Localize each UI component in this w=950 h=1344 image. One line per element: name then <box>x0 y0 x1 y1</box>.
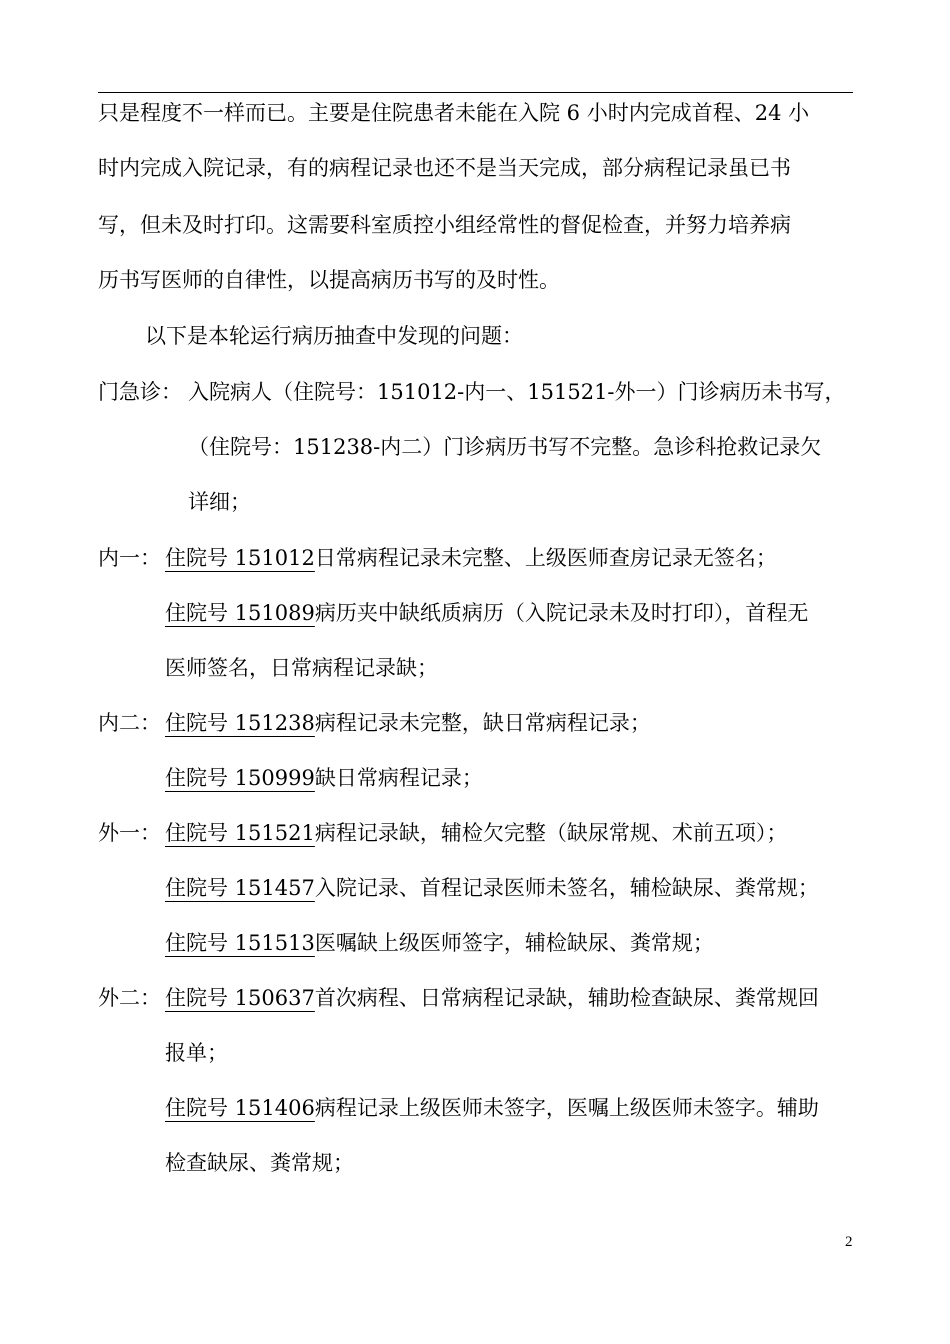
record-issue-cont: 医师签名，日常病程记录缺； <box>165 656 438 680</box>
emergency-label: 门急诊： <box>98 380 182 404</box>
record-issue: 入院记录、首程记录医师未签名，辅检缺尿、粪常规； <box>314 876 819 900</box>
record-number: 住院号 151521 <box>165 821 315 845</box>
record-number: 住院号 151513 <box>165 931 315 955</box>
section-label: 内一： <box>98 546 161 570</box>
page-number: 2 <box>845 1234 853 1250</box>
record-issue: 医嘱缺上级医师签字，辅检缺尿、粪常规； <box>314 931 714 955</box>
emergency-line: 详细； <box>188 490 251 514</box>
paragraph-line: 写，但未及时打印。这需要科室质控小组经常性的督促检查，并努力培养病 <box>98 213 791 237</box>
record-entry <box>165 708 651 738</box>
record-entry <box>165 543 777 573</box>
record-number: 住院号 151012 <box>165 546 315 570</box>
record-issue-cont: 检查缺尿、粪常规； <box>165 1151 354 1175</box>
record-entry <box>165 983 819 1013</box>
record-entry <box>165 873 819 903</box>
paragraph-line: 历书写医师的自律性，以提高病历书写的及时性。 <box>98 268 560 292</box>
record-number: 住院号 150637 <box>165 986 315 1010</box>
record-issue: 日常病程记录未完整、上级医师查房记录无签名； <box>314 546 777 570</box>
emergency-line: 入院病人（住院号：151012-内一、151521-外一）门诊病历未书写， <box>188 380 846 404</box>
record-number: 住院号 150999 <box>165 766 315 790</box>
emergency-line: （住院号：151238-内二）门诊病历书写不完整。急诊科抢救记录欠 <box>188 435 822 459</box>
header-rule <box>98 92 853 93</box>
record-issue: 首次病程、日常病程记录缺，辅助检查缺尿、粪常规回 <box>314 986 819 1010</box>
paragraph-line: 时内完成入院记录，有的病程记录也还不是当天完成，部分病程记录虽已书 <box>98 156 791 180</box>
section-label: 内二： <box>98 711 161 735</box>
paragraph-line: 只是程度不一样而已。主要是住院患者未能在入院 6 小时内完成首程、24 小 <box>98 101 810 125</box>
record-entry <box>165 598 808 628</box>
record-entry <box>165 818 787 848</box>
record-issue: 病程记录未完整，缺日常病程记录； <box>314 711 651 735</box>
record-issue-cont: 报单； <box>165 1041 228 1065</box>
record-number: 住院号 151457 <box>165 876 315 900</box>
record-entry <box>165 1093 819 1123</box>
record-number: 住院号 151406 <box>165 1096 315 1120</box>
intro-text: 以下是本轮运行病历抽查中发现的问题： <box>145 324 523 348</box>
record-entry <box>165 928 714 958</box>
record-issue: 病历夹中缺纸质病历（入院记录未及时打印），首程无 <box>314 601 809 625</box>
record-entry <box>165 763 483 793</box>
record-issue: 缺日常病程记录； <box>314 766 483 790</box>
section-label: 外二： <box>98 986 161 1010</box>
record-number: 住院号 151089 <box>165 601 315 625</box>
section-label: 外一： <box>98 821 161 845</box>
record-number: 住院号 151238 <box>165 711 315 735</box>
record-issue: 病程记录上级医师未签字，医嘱上级医师未签字。辅助 <box>314 1096 819 1120</box>
record-issue: 病程记录缺，辅检欠完整（缺尿常规、术前五项）； <box>314 821 788 845</box>
